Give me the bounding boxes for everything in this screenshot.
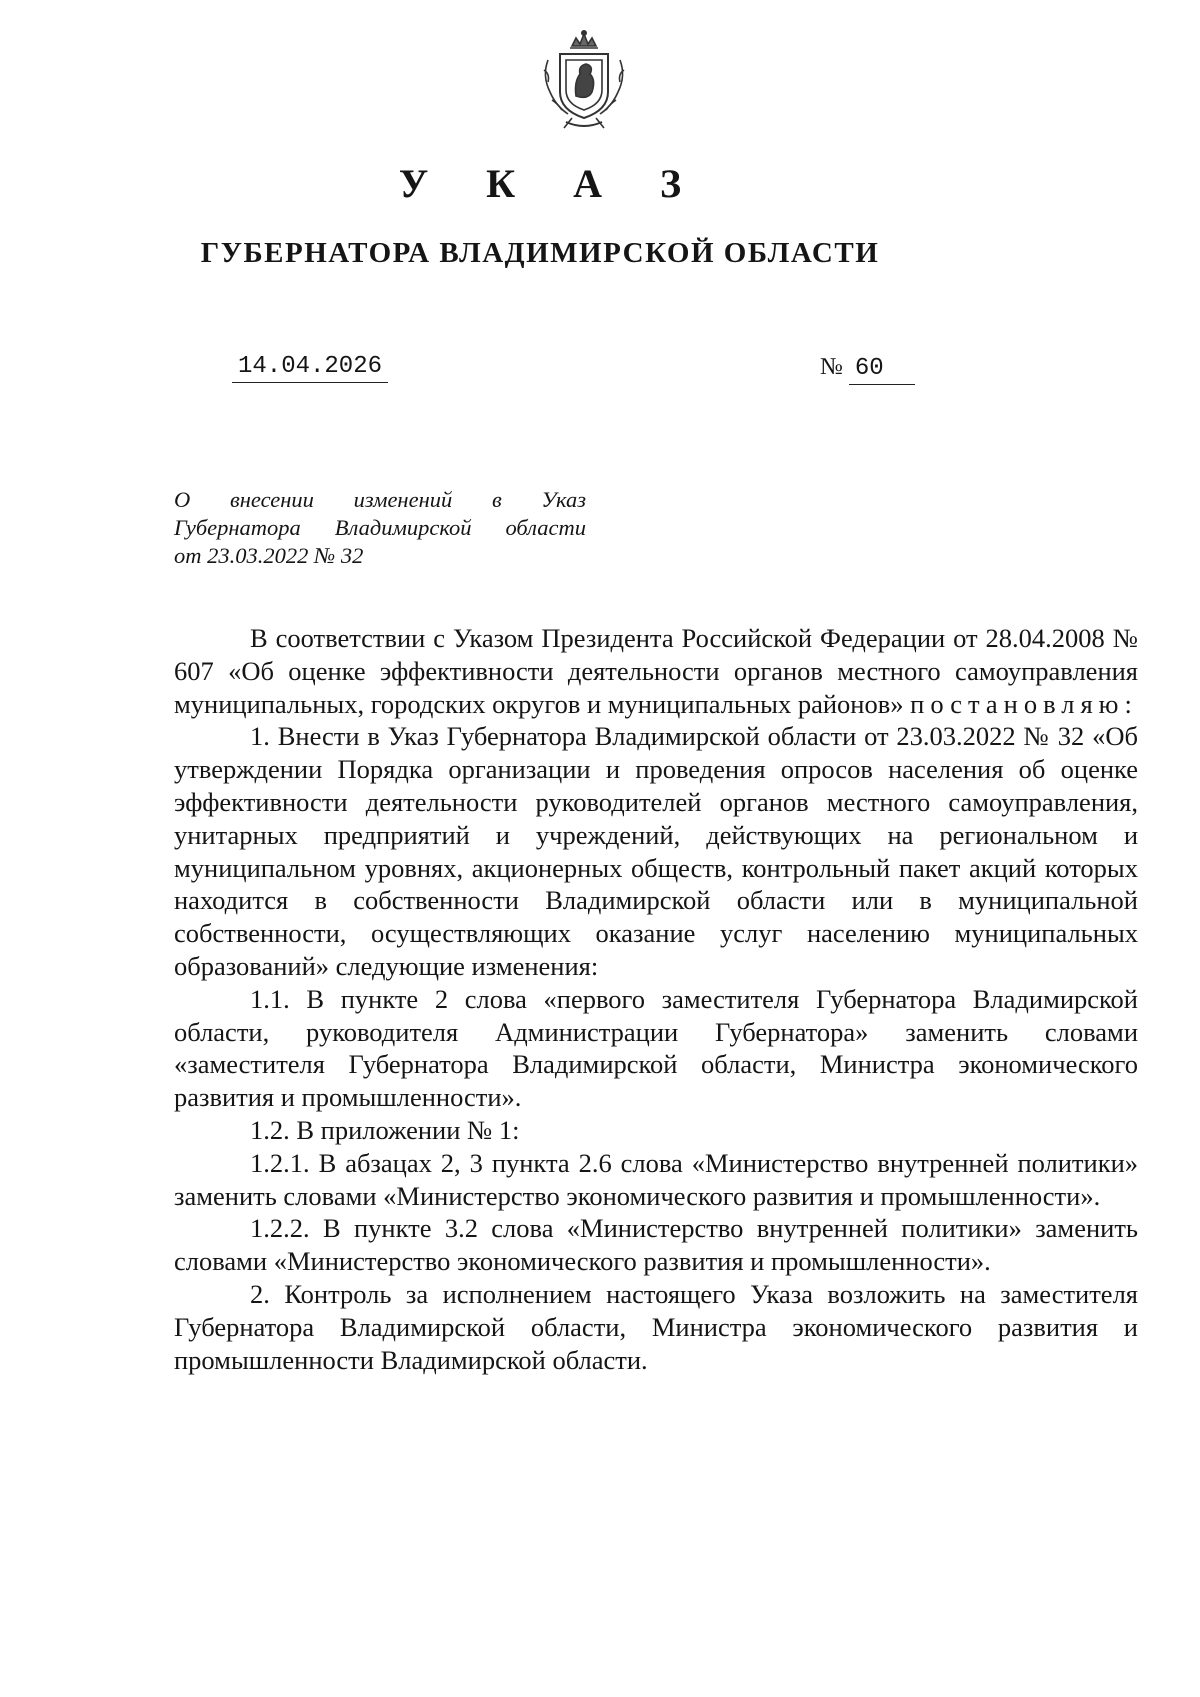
clause-paragraph: 1.2. В приложении № 1:	[250, 1114, 520, 1145]
number-sign: №	[820, 354, 843, 380]
document-issuer: ГУБЕРНАТОРА ВЛАДИМИРСКОЙ ОБЛАСТИ	[200, 237, 880, 269]
coat-of-arms-emblem	[538, 30, 630, 130]
subject-line: Губернатора Владимирской области	[174, 515, 586, 540]
preamble-verb: постановляю	[910, 688, 1125, 719]
preamble-end: :	[1124, 688, 1132, 719]
document-date: 14.04.2026	[232, 352, 388, 383]
document-number-block	[820, 352, 915, 385]
subject-line: от 23.03.2022 № 32	[174, 543, 364, 568]
document-number: 60	[849, 354, 915, 385]
preamble-text: В соответствии с Указом Президента Российской Федерации от 28.04.2008 № 607 «Об оценке эффективности деятельности органов местного самоуправления муниципальных, городских округов и муниципальных районов»	[174, 623, 1138, 719]
document-body	[174, 622, 1138, 1376]
clause-paragraph: 1.2.1. В абзацах 2, 3 пункта 2.6 слова «Министерство внутренней политики» заменить словами «Министерство экономического развития и промышленности».	[174, 1147, 1138, 1211]
clause-paragraph: 1. Внести в Указ Губернатора Владимирской области от 23.03.2022 № 32 «Об утверждении Порядка организации и проведения опросов населения об оценке эффективности деятельности руководителей органов местного самоуправления, унитарных предприятий и учреждений, действующих на региональном и муниципальном уровнях, акционерных обществ, контрольный пакет акций которых находится в собственности Владимирской области или в муниципальной собственности, осуществляющих оказание услуг населению муниципальных образований» следующие изменения:	[174, 721, 1138, 981]
clause-paragraph: 2. Контроль за исполнением настоящего Указа возложить на заместителя Губернатора Владимирской области, Министра экономического развития и промышленности Владимирской области.	[174, 1278, 1138, 1375]
clause-paragraph: 1.2.2. В пункте 3.2 слова «Министерство внутренней политики» заменить словами «Министерство экономического развития и промышленности».	[174, 1213, 1138, 1277]
clause-paragraph: 1.1. В пункте 2 слова «первого заместителя Губернатора Владимирской области, руководителя Администрации Губернатора» заменить словами «заместителя Губернатора Владимирской области, Министра экономического развития и промышленности».	[174, 983, 1138, 1113]
document-title: У К А З	[398, 161, 706, 206]
subject-line: О внесении изменений в Указ	[174, 487, 586, 512]
document-subject	[174, 486, 586, 570]
preamble-paragraph	[174, 622, 1138, 720]
